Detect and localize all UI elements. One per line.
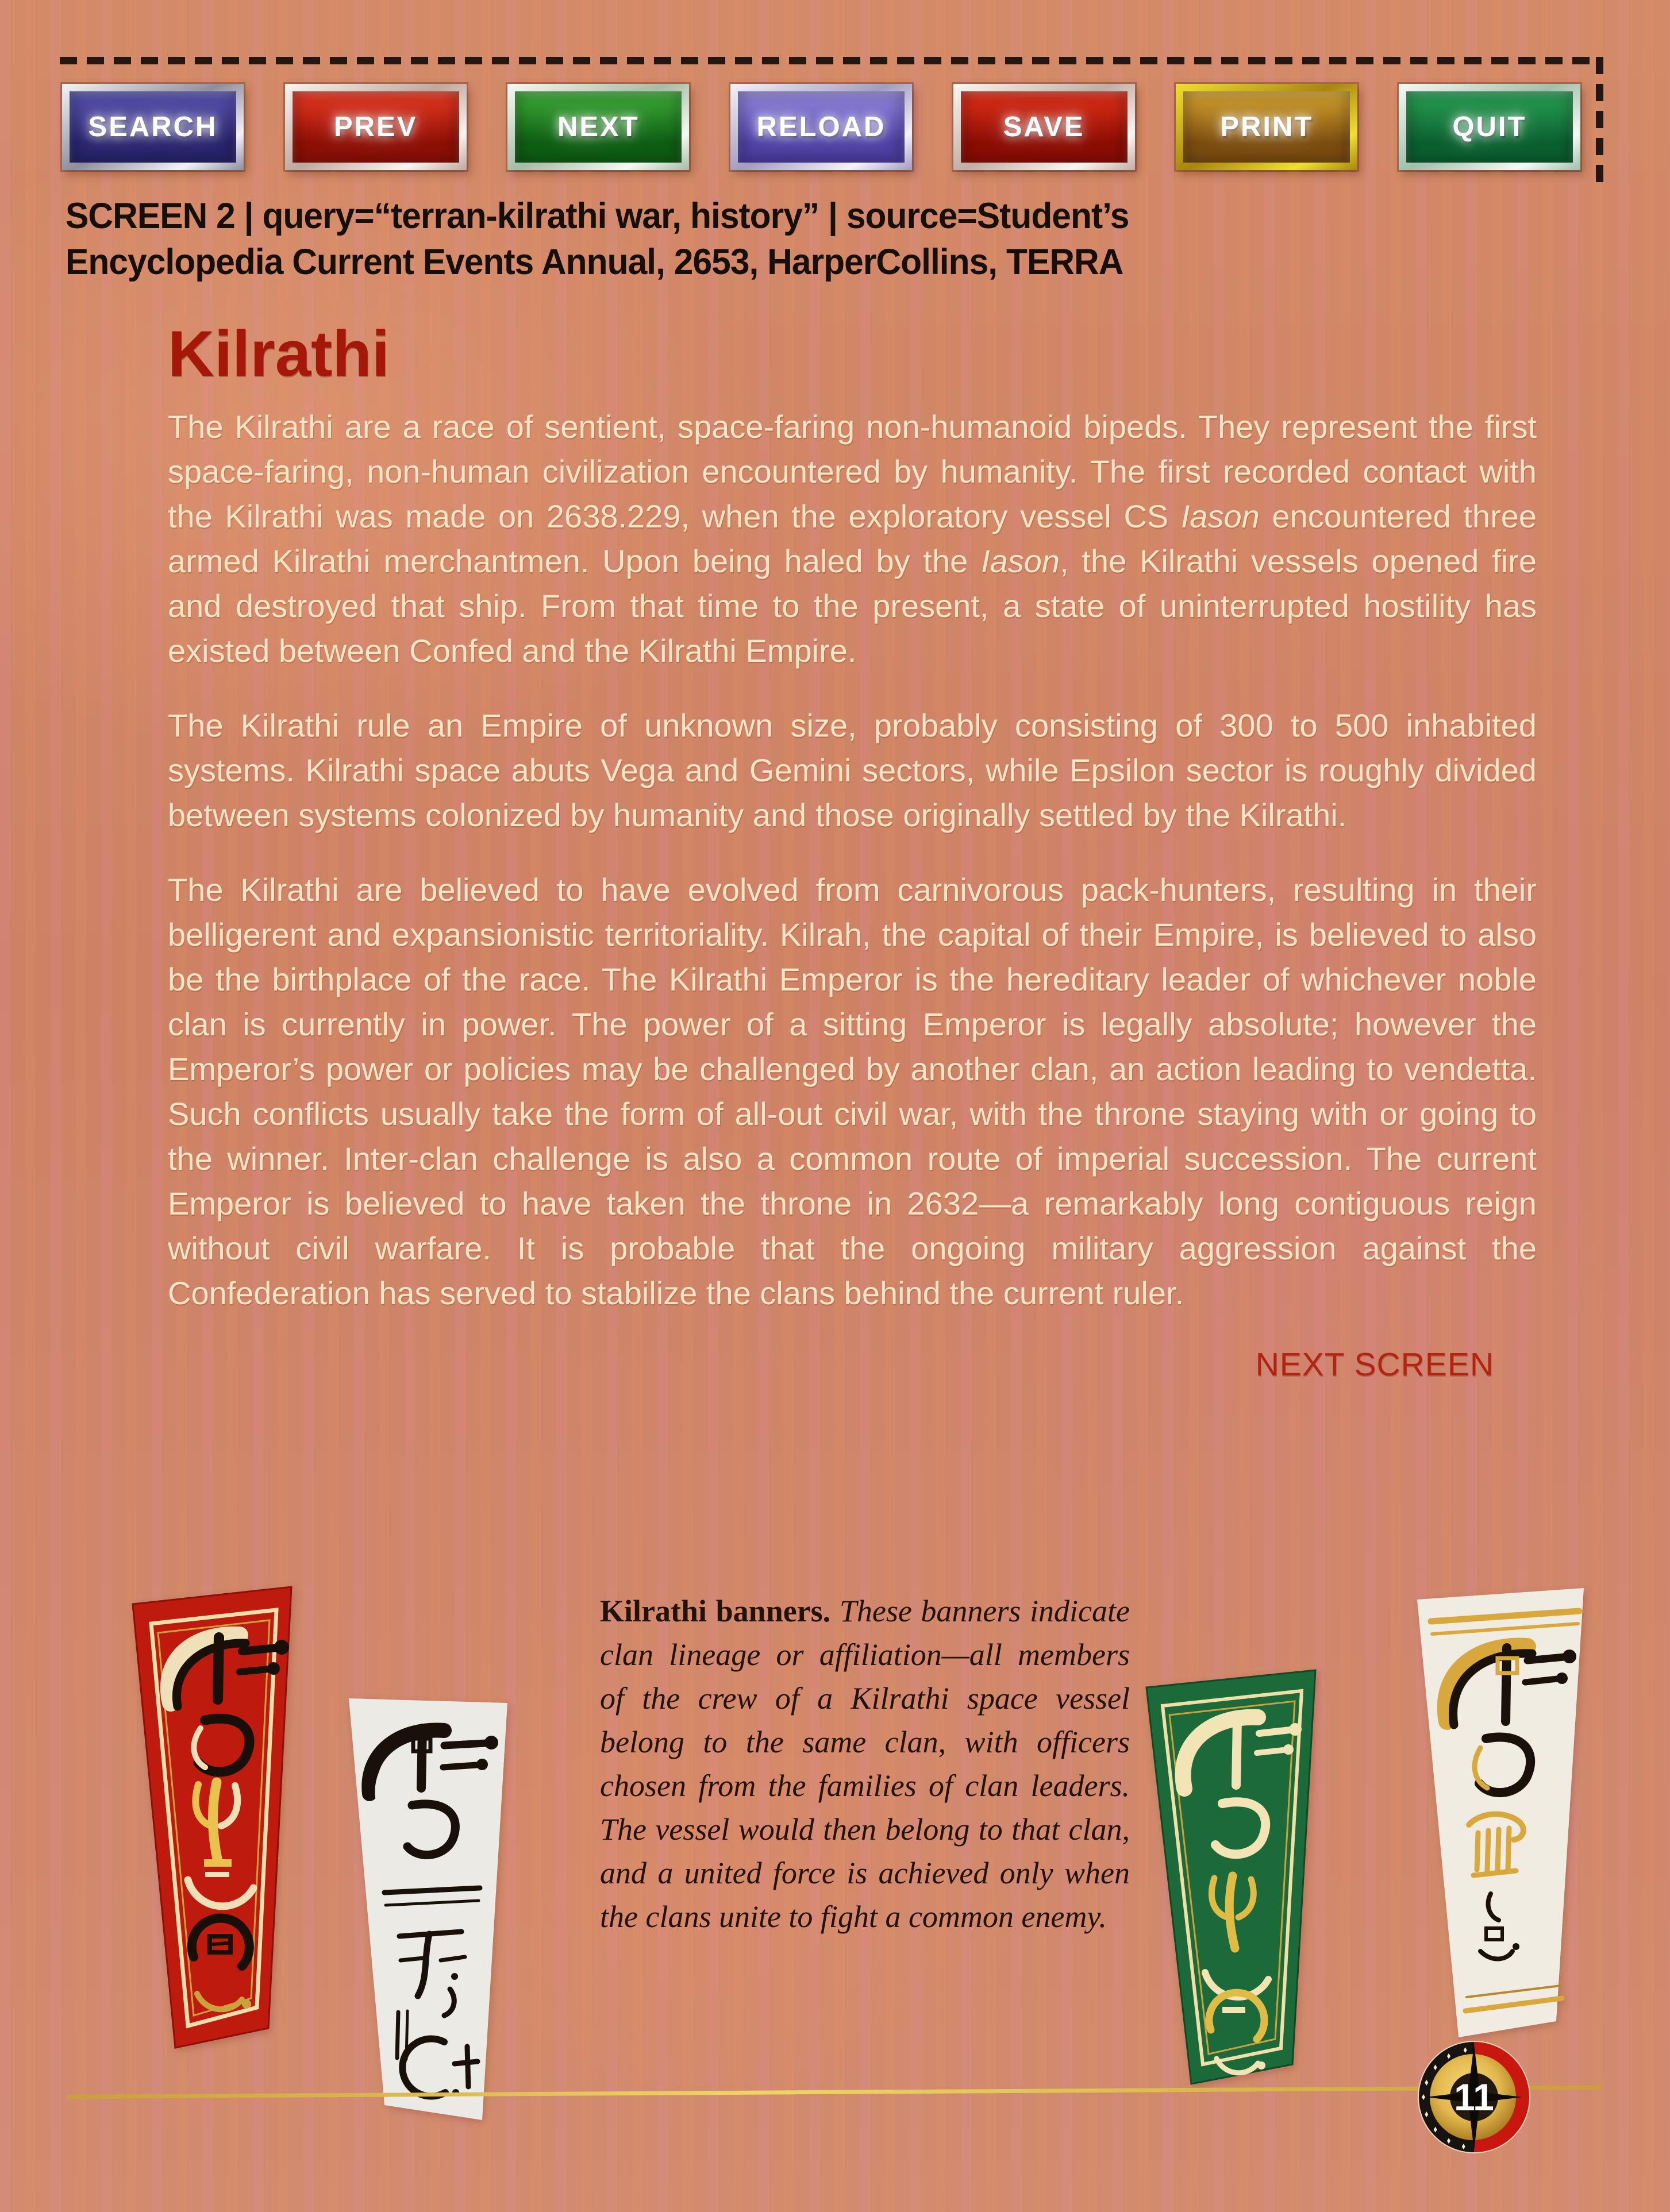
dashed-border-right — [1596, 57, 1603, 183]
text-segment: These banners indicate clan lineage or affiliation—all members of the crew of a Kilrathi space vessel belong to the same clan, with officers chosen from the families of clan leaders. The vessel would then belong to that clan, and a united force is achieved only when the clans unite to fight a common enemy. — [600, 1594, 1130, 1934]
page-number: 11 — [1454, 2076, 1494, 2118]
prev-button[interactable] — [285, 84, 467, 170]
quit-button-label: QUIT — [1452, 111, 1527, 142]
next-screen-link[interactable]: NEXT SCREEN — [1255, 1346, 1494, 1383]
red-clan-banner-art — [120, 1585, 304, 2050]
prev-button-label: PREV — [333, 111, 418, 142]
search-button[interactable] — [62, 84, 244, 170]
white-clan-banner-left-art — [332, 1690, 524, 2128]
search-button-label: SEARCH — [88, 111, 218, 142]
red-clan-banner — [120, 1585, 304, 2050]
query-header — [66, 193, 1129, 285]
compass-rose-icon — [1417, 2040, 1532, 2155]
text-segment: The Kilrathi rule an Empire of unknown size, probably consisting of 300 to 500 inhabited systems. Kilrathi space abuts Vega and Gemini sectors, while Epsilon sector is roughly divided between systems colonized by humanity and those originally settled by the Kilrathi. — [168, 707, 1537, 833]
green-clan-banner-art — [1136, 1662, 1329, 2086]
query-header-line1: SCREEN 2 | query=“terran-kilrathi war, history” | source=Student’s — [66, 196, 1129, 236]
text-segment: Kilrathi banners. — [600, 1594, 840, 1628]
text-segment: encountered three armed Kilrathi merchantmen. Upon being haled by the — [168, 498, 1537, 579]
next-button-label: NEXT — [557, 111, 640, 142]
print-button-label: PRINT — [1220, 111, 1314, 142]
text-segment: The Kilrathi are a race of sentient, space-faring non-humanoid bipeds. They represent the first space-faring, non-human civilization encountered by humanity. The first recorded contact with the Kilrathi was made on 2638.229, when the exploratory vessel CS — [168, 409, 1537, 534]
white-clan-banner-left — [332, 1690, 524, 2128]
text-segment: The Kilrathi are believed to have evolved from carnivorous pack-hunters, resulting in their belligerent and expansionistic territoriality. Kilrah, the capital of their Empire, is believed to also be the birthplace of the race. The Kilrathi Emperor is the hereditary leader of whichever noble clan is currently in power. The power of a sitting Emperor is legally absolute; however the Emperor’s power or policies may be challenged by another clan, an action leading to vendetta. Such conflicts usually take the form of all-out civil war, with the throne staying with or going to the winner. Inter-clan challenge is also a common route of imperial succession. The current Emperor is believed to have taken the throne in 2632—a remarkably long contiguous reign without civil warfare. It is probable that the ongoing military aggression against the Confederation has served to stabilize the clans behind the current ruler. — [168, 872, 1537, 1311]
toolbar — [62, 84, 1580, 170]
print-button-face — [1183, 91, 1350, 163]
reload-button[interactable] — [730, 84, 912, 170]
white-clan-banner-right — [1394, 1583, 1592, 2043]
text-segment: Iason — [1180, 498, 1260, 534]
quit-button-face — [1406, 91, 1573, 163]
banner-caption — [600, 1589, 1130, 1939]
query-header-line2: Encyclopedia Current Events Annual, 2653, HarperCollins, TERRA — [66, 242, 1123, 282]
save-button-label: SAVE — [1003, 111, 1085, 142]
article-paragraph-2 — [168, 703, 1537, 838]
green-clan-banner — [1136, 1662, 1329, 2086]
page-number-emblem — [1417, 2040, 1532, 2155]
text-segment: , the Kilrathi vessels opened fire and destroyed that ship. From that time to the present, a state of uninterrupted hostility has existed between Confed and the Kilrathi Empire. — [168, 543, 1537, 669]
article-paragraph-3 — [168, 868, 1537, 1316]
reload-button-face — [738, 91, 905, 163]
save-button-face — [961, 91, 1128, 163]
reload-button-label: RELOAD — [756, 111, 886, 142]
dashed-border-top — [60, 57, 1603, 64]
article-title: Kilrathi — [168, 318, 390, 390]
prev-button-face — [293, 91, 459, 163]
quit-button[interactable] — [1399, 84, 1580, 170]
search-button-face — [70, 91, 236, 163]
save-button[interactable] — [953, 84, 1135, 170]
next-button-face — [515, 91, 682, 163]
article-paragraph-1 — [168, 404, 1537, 673]
text-segment: Iason — [981, 543, 1060, 579]
gold-rule — [67, 2086, 1601, 2099]
article — [168, 319, 1537, 1384]
next-button[interactable] — [507, 84, 689, 170]
print-button[interactable] — [1176, 84, 1357, 170]
white-clan-banner-right-art — [1394, 1583, 1592, 2043]
